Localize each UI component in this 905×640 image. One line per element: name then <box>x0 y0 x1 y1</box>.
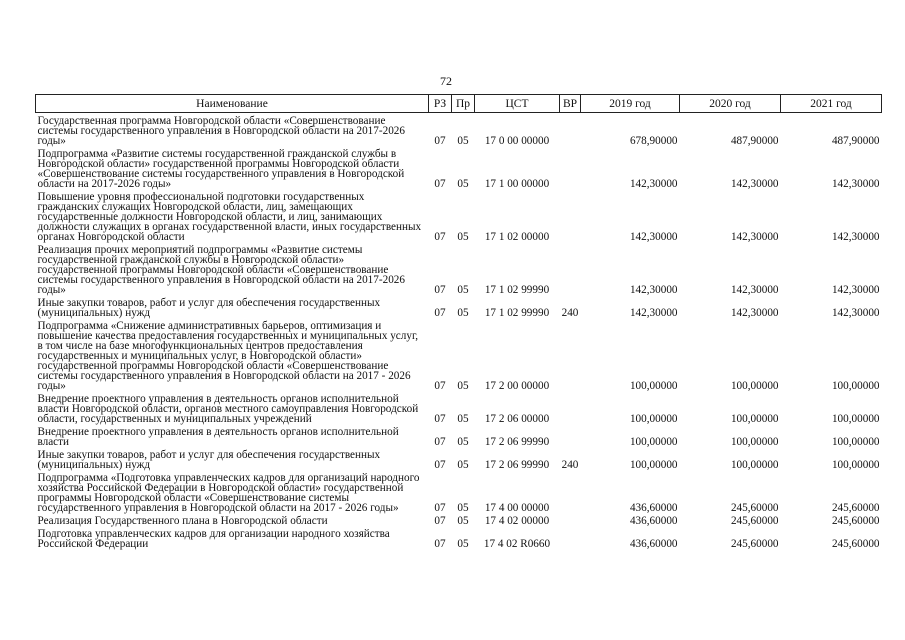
cell-vr <box>560 113 581 149</box>
cell-pr: 05 <box>457 380 469 392</box>
cell-rz: 07 <box>434 413 446 425</box>
header-cst: ЦСТ <box>475 95 560 113</box>
table-row <box>36 148 882 191</box>
cell-vr <box>560 515 581 528</box>
table-row <box>36 449 882 472</box>
cell-pr: 05 <box>457 502 469 514</box>
header-rz: РЗ <box>429 95 452 113</box>
cell-vr <box>560 528 581 551</box>
cell-2020: 100,00000 <box>730 380 779 392</box>
cell-2019: 142,30000 <box>629 178 678 190</box>
cell-pr: 05 <box>457 231 469 243</box>
cell-pr: 05 <box>457 459 469 471</box>
cell-vr <box>560 393 581 426</box>
table-row <box>36 297 882 320</box>
cell-2020: 100,00000 <box>730 459 779 471</box>
cell-2021: 245,60000 <box>831 538 880 550</box>
cell-2020: 487,90000 <box>730 135 779 147</box>
cell-cst: 17 2 06 00000 <box>484 413 550 425</box>
cell-rz: 07 <box>434 436 446 448</box>
cell-2019: 142,30000 <box>629 307 678 319</box>
cell-pr: 05 <box>457 135 469 147</box>
cell-pr: 05 <box>457 538 469 550</box>
cell-name: Внедрение проектного управления в деятельность органов исполнительной власти <box>37 426 399 448</box>
cell-2021: 245,60000 <box>831 502 880 514</box>
cell-vr <box>560 148 581 191</box>
cell-rz: 07 <box>434 459 446 471</box>
cell-vr <box>560 191 581 244</box>
cell-name: Иные закупки товаров, работ и услуг для обеспечения государственных (муниципальных) нужд <box>37 297 381 319</box>
header-vr: ВР <box>560 95 581 113</box>
cell-cst: 17 1 02 99990 <box>484 284 550 296</box>
header-2020: 2020 год <box>680 95 781 113</box>
cell-name: Внедрение проектного управления в деятельность органов исполнительной власти Новгородской области, органов местного самоуправления Новгородской области, государственных и муниципальных учреждений <box>37 393 419 425</box>
cell-2019: 142,30000 <box>629 284 678 296</box>
cell-rz: 07 <box>434 380 446 392</box>
table-row <box>36 113 882 149</box>
cell-cst: 17 0 00 00000 <box>484 135 550 147</box>
cell-pr: 05 <box>457 413 469 425</box>
header-pr: Пр <box>452 95 475 113</box>
header-2021: 2021 год <box>781 95 882 113</box>
cell-name: Реализация прочих мероприятий подпрограммы «Развитие системы государственной гражданской службы в Новгородской области» государственной программы Новгородской области «Совершенствование системы государственного управления в Новгородской области на 2017-2026 годы» <box>37 244 405 296</box>
cell-2021: 100,00000 <box>831 459 880 471</box>
cell-rz: 07 <box>434 502 446 514</box>
cell-vr: 240 <box>561 307 579 319</box>
cell-2021: 487,90000 <box>831 135 880 147</box>
cell-2019: 436,60000 <box>629 515 678 527</box>
cell-rz: 07 <box>434 231 446 243</box>
table-body <box>36 113 882 552</box>
cell-2019: 100,00000 <box>629 459 678 471</box>
cell-name: Подпрограмма «Подготовка управленческих кадров для организаций народного хозяйства Российской Федерации в Новгородской области» государственной программы Новгородской области «Совершенствование системы государственного управления в Новгородской области на 2017 - 2026 годы» <box>37 472 420 514</box>
cell-2019: 436,60000 <box>629 502 678 514</box>
cell-cst: 17 2 00 00000 <box>484 380 550 392</box>
cell-2020: 142,30000 <box>730 307 779 319</box>
cell-pr: 05 <box>457 307 469 319</box>
cell-2019: 100,00000 <box>629 436 678 448</box>
cell-name: Реализация Государственного плана в Новгородской области <box>37 515 328 527</box>
cell-rz: 07 <box>434 515 446 527</box>
cell-name: Повышение уровня профессиональной подготовки государственных гражданских служащих Новгородской области, лиц, замещающих государственные должности Новгородской области, и лиц, занимающих должности служащих в органах государственной власти, иных государственных органах Новгородской области <box>37 191 422 243</box>
page-number: 72 <box>440 74 452 88</box>
cell-cst: 17 4 02 R0660 <box>483 538 551 550</box>
cell-rz: 07 <box>434 538 446 550</box>
cell-2021: 142,30000 <box>831 307 880 319</box>
cell-vr <box>560 472 581 515</box>
cell-2019: 100,00000 <box>629 380 678 392</box>
cell-name: Государственная программа Новгородской области «Совершенствование системы государственного управления в Новгородской области на 2017-2026 годы» <box>37 115 405 147</box>
cell-2019: 100,00000 <box>629 413 678 425</box>
table-row <box>36 244 882 297</box>
table-row <box>36 528 882 551</box>
cell-cst: 17 1 02 99990 <box>484 307 550 319</box>
cell-cst: 17 4 02 00000 <box>484 515 550 527</box>
cell-pr: 05 <box>457 178 469 190</box>
table-row <box>36 393 882 426</box>
cell-name: Подпрограмма «Снижение административных барьеров, оптимизация и повышение качества предоставления государственных и муниципальных услуг, в том числе на базе многофункциональных центров предоставления государственных и муниципальных услуг, в Новгородской области» государственной программы Новгородской области «Совершенствование системы государственного управления в Новгородской области на 2017 - 2026 годы» <box>37 320 419 392</box>
cell-vr <box>560 426 581 449</box>
cell-cst: 17 4 00 00000 <box>484 502 550 514</box>
cell-cst: 17 2 06 99990 <box>484 436 550 448</box>
cell-2019: 142,30000 <box>629 231 678 243</box>
table-header-row <box>36 95 882 113</box>
cell-2021: 245,60000 <box>831 515 880 527</box>
cell-cst: 17 2 06 99990 <box>484 459 550 471</box>
cell-2021: 142,30000 <box>831 231 880 243</box>
header-name: Наименование <box>36 95 429 113</box>
cell-2019: 436,60000 <box>629 538 678 550</box>
cell-2021: 100,00000 <box>831 380 880 392</box>
table-row <box>36 472 882 515</box>
cell-pr: 05 <box>457 515 469 527</box>
table-row <box>36 191 882 244</box>
table-row <box>36 426 882 449</box>
table-row <box>36 320 882 393</box>
budget-table <box>35 94 882 551</box>
cell-2020: 100,00000 <box>730 413 779 425</box>
cell-2020: 142,30000 <box>730 231 779 243</box>
cell-vr: 240 <box>561 459 579 471</box>
cell-name: Иные закупки товаров, работ и услуг для обеспечения государственных (муниципальных) нужд <box>37 449 381 471</box>
cell-name: Подготовка управленческих кадров для организации народного хозяйства Российской Федерации <box>37 528 390 550</box>
cell-rz: 07 <box>434 178 446 190</box>
cell-rz: 07 <box>434 135 446 147</box>
cell-vr <box>560 320 581 393</box>
cell-2020: 100,00000 <box>730 436 779 448</box>
cell-2021: 100,00000 <box>831 413 880 425</box>
cell-2020: 245,60000 <box>730 515 779 527</box>
cell-pr: 05 <box>457 284 469 296</box>
cell-2020: 142,30000 <box>730 178 779 190</box>
cell-2020: 245,60000 <box>730 538 779 550</box>
cell-2019: 678,90000 <box>629 135 678 147</box>
cell-2021: 142,30000 <box>831 178 880 190</box>
cell-pr: 05 <box>457 436 469 448</box>
cell-vr <box>560 244 581 297</box>
cell-2021: 100,00000 <box>831 436 880 448</box>
cell-2021: 142,30000 <box>831 284 880 296</box>
cell-2020: 245,60000 <box>730 502 779 514</box>
cell-cst: 17 1 00 00000 <box>484 178 550 190</box>
cell-rz: 07 <box>434 284 446 296</box>
cell-name: Подпрограмма «Развитие системы государственной гражданской службы в Новгородской области» государственной программы Новгородской области «Совершенствование системы государственного управления в Новгородской области на 2017-2026 годы» <box>37 148 405 190</box>
table-row <box>36 515 882 528</box>
cell-2020: 142,30000 <box>730 284 779 296</box>
cell-cst: 17 1 02 00000 <box>484 231 550 243</box>
header-2019: 2019 год <box>581 95 680 113</box>
cell-rz: 07 <box>434 307 446 319</box>
